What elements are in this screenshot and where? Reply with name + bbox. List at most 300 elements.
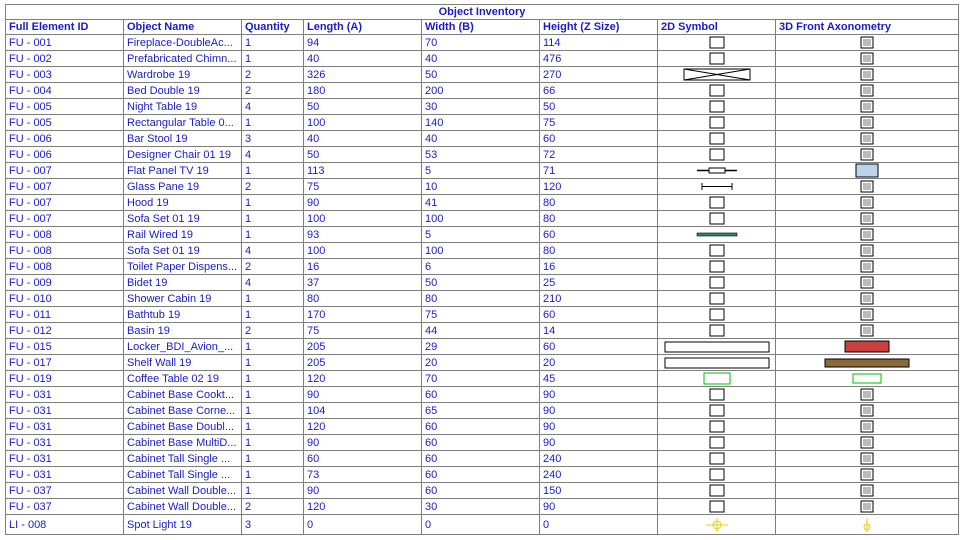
cell-width: 70: [422, 371, 540, 387]
column-header-3d-axonometry: 3D Front Axonometry: [776, 20, 959, 35]
basin-2d-icon: [700, 323, 734, 338]
cell-object-name: Designer Chair 01 19: [124, 147, 242, 163]
cell-object-name: Rail Wired 19: [124, 227, 242, 243]
cell-width: 80: [422, 291, 540, 307]
bidet-3d-icon: [850, 275, 884, 290]
table-row: [6, 355, 959, 371]
wall-cabinet-3d-icon: [850, 483, 884, 498]
cell-element-id: FU - 005: [6, 115, 124, 131]
cell-element-id: FU - 011: [6, 307, 124, 323]
cell-object-name: Fireplace-DoubleAc...: [124, 35, 242, 51]
cell-width: 6: [422, 259, 540, 275]
cell-3d-axonometry: [776, 227, 959, 243]
cell-length: 93: [304, 227, 422, 243]
cell-quantity: 1: [242, 419, 304, 435]
cell-2d-symbol: [658, 83, 776, 99]
cell-3d-axonometry: [776, 83, 959, 99]
cell-2d-symbol: [658, 371, 776, 387]
cell-length: 326: [304, 67, 422, 83]
tv-3d-icon: [850, 163, 884, 178]
cell-height: 150: [540, 483, 658, 499]
cell-2d-symbol: [658, 275, 776, 291]
cell-length: 90: [304, 483, 422, 499]
column-header-length: Length (A): [304, 20, 422, 35]
wall-cabinet-2d-icon: [700, 483, 734, 498]
table-row: [6, 339, 959, 355]
cell-object-name: Night Table 19: [124, 99, 242, 115]
cell-height: 90: [540, 419, 658, 435]
cell-2d-symbol: [658, 451, 776, 467]
cell-length: 50: [304, 99, 422, 115]
tv-2d-icon: [695, 163, 739, 178]
cell-object-name: Cabinet Base Cookt...: [124, 387, 242, 403]
cell-2d-symbol: [658, 163, 776, 179]
cell-height: 60: [540, 131, 658, 147]
cell-length: 94: [304, 35, 422, 51]
cell-quantity: 1: [242, 211, 304, 227]
cell-quantity: 1: [242, 403, 304, 419]
cell-quantity: 1: [242, 435, 304, 451]
shower-2d-icon: [700, 291, 734, 306]
cell-element-id: FU - 005: [6, 99, 124, 115]
cell-width: 5: [422, 227, 540, 243]
cell-height: 270: [540, 67, 658, 83]
column-header-quantity: Quantity: [242, 20, 304, 35]
cell-object-name: Sofa Set 01 19: [124, 211, 242, 227]
cell-element-id: FU - 015: [6, 339, 124, 355]
cell-height: 90: [540, 499, 658, 515]
cell-height: 16: [540, 259, 658, 275]
shelf-3d-icon: [823, 355, 911, 370]
cell-width: 53: [422, 147, 540, 163]
cell-width: 75: [422, 307, 540, 323]
cell-2d-symbol: [658, 227, 776, 243]
cell-height: 75: [540, 115, 658, 131]
cell-length: 80: [304, 291, 422, 307]
glass-pane-3d-icon: [850, 179, 884, 194]
glass-pane-2d-icon: [696, 179, 738, 194]
cell-2d-symbol: [658, 147, 776, 163]
cell-quantity: 1: [242, 195, 304, 211]
cell-element-id: FU - 007: [6, 195, 124, 211]
cell-element-id: FU - 004: [6, 83, 124, 99]
table-row: [6, 291, 959, 307]
cell-height: 90: [540, 387, 658, 403]
cell-3d-axonometry: [776, 259, 959, 275]
cell-width: 30: [422, 99, 540, 115]
cell-length: 90: [304, 387, 422, 403]
cell-quantity: 1: [242, 355, 304, 371]
cell-length: 40: [304, 131, 422, 147]
table-row: [6, 387, 959, 403]
table-row: [6, 67, 959, 83]
cell-object-name: Bar Stool 19: [124, 131, 242, 147]
cell-length: 205: [304, 339, 422, 355]
cell-3d-axonometry: [776, 419, 959, 435]
cell-2d-symbol: [658, 67, 776, 83]
wardrobe-3d-icon: [850, 67, 884, 82]
cell-element-id: FU - 007: [6, 211, 124, 227]
cell-element-id: FU - 037: [6, 483, 124, 499]
cell-quantity: 1: [242, 371, 304, 387]
cell-quantity: 4: [242, 243, 304, 259]
cell-width: 0: [422, 515, 540, 535]
table-row: [6, 275, 959, 291]
cell-width: 29: [422, 339, 540, 355]
cell-width: 65: [422, 403, 540, 419]
cell-element-id: FU - 009: [6, 275, 124, 291]
cell-quantity: 2: [242, 179, 304, 195]
cell-length: 75: [304, 179, 422, 195]
cell-object-name: Cabinet Wall Double...: [124, 483, 242, 499]
cell-quantity: 2: [242, 499, 304, 515]
cell-element-id: FU - 010: [6, 291, 124, 307]
table-row: [6, 131, 959, 147]
cell-2d-symbol: [658, 195, 776, 211]
table-title: Object Inventory: [6, 5, 959, 20]
cell-width: 60: [422, 451, 540, 467]
cell-3d-axonometry: [776, 179, 959, 195]
chimney-3d-icon: [850, 51, 884, 66]
cell-quantity: 1: [242, 291, 304, 307]
cell-height: 72: [540, 147, 658, 163]
cell-length: 100: [304, 211, 422, 227]
table-row: [6, 227, 959, 243]
cell-element-id: FU - 008: [6, 259, 124, 275]
table-row: [6, 371, 959, 387]
cell-height: 476: [540, 51, 658, 67]
cell-length: 75: [304, 323, 422, 339]
cabinet-tall-3d-icon: [850, 467, 884, 482]
object-inventory-sheet: [5, 4, 958, 535]
cell-width: 44: [422, 323, 540, 339]
cell-width: 20: [422, 355, 540, 371]
cell-length: 180: [304, 83, 422, 99]
cell-2d-symbol: [658, 115, 776, 131]
cell-2d-symbol: [658, 131, 776, 147]
table-row: [6, 307, 959, 323]
cell-2d-symbol: [658, 387, 776, 403]
cell-object-name: Bathtub 19: [124, 307, 242, 323]
cell-width: 40: [422, 51, 540, 67]
cell-quantity: 2: [242, 83, 304, 99]
cell-2d-symbol: [658, 403, 776, 419]
cell-element-id: FU - 031: [6, 419, 124, 435]
cell-height: 210: [540, 291, 658, 307]
cabinet-2d-icon: [700, 419, 734, 434]
coffee-table-2d-icon: [696, 371, 738, 386]
cell-height: 25: [540, 275, 658, 291]
shelf-2d-icon: [663, 355, 771, 370]
cabinet-2d-icon: [700, 387, 734, 402]
cell-2d-symbol: [658, 99, 776, 115]
cell-element-id: FU - 007: [6, 179, 124, 195]
chair-2d-icon: [700, 147, 734, 162]
cell-quantity: 1: [242, 387, 304, 403]
rail-2d-icon: [695, 227, 739, 242]
table-row: [6, 243, 959, 259]
cell-width: 100: [422, 211, 540, 227]
cell-object-name: Glass Pane 19: [124, 179, 242, 195]
chair-3d-icon: [850, 147, 884, 162]
cell-element-id: FU - 017: [6, 355, 124, 371]
bathtub-2d-icon: [700, 307, 734, 322]
cell-width: 60: [422, 435, 540, 451]
table-row: [6, 99, 959, 115]
cell-height: 114: [540, 35, 658, 51]
paper-dispenser-2d-icon: [700, 259, 734, 274]
cell-2d-symbol: [658, 51, 776, 67]
cell-2d-symbol: [658, 355, 776, 371]
cell-object-name: Rectangular Table 0...: [124, 115, 242, 131]
table-row: [6, 483, 959, 499]
cell-2d-symbol: [658, 179, 776, 195]
cabinet-2d-icon: [700, 435, 734, 450]
basin-3d-icon: [850, 323, 884, 338]
cell-length: 120: [304, 419, 422, 435]
cell-length: 40: [304, 51, 422, 67]
cell-width: 200: [422, 83, 540, 99]
cell-quantity: 1: [242, 467, 304, 483]
cell-2d-symbol: [658, 243, 776, 259]
cell-quantity: 1: [242, 483, 304, 499]
coffee-table-3d-icon: [849, 371, 885, 386]
cell-height: 60: [540, 339, 658, 355]
spot-light-3d-icon: [850, 517, 884, 532]
cell-object-name: Toilet Paper Dispens...: [124, 259, 242, 275]
cell-element-id: FU - 008: [6, 243, 124, 259]
cell-3d-axonometry: [776, 243, 959, 259]
cell-2d-symbol: [658, 323, 776, 339]
cell-quantity: 1: [242, 451, 304, 467]
cabinet-3d-icon: [850, 435, 884, 450]
cell-element-id: FU - 006: [6, 131, 124, 147]
cell-quantity: 2: [242, 323, 304, 339]
table-row: [6, 403, 959, 419]
cell-width: 60: [422, 483, 540, 499]
column-header-name: Object Name: [124, 20, 242, 35]
sofa-2d-icon: [700, 211, 734, 226]
cell-width: 5: [422, 163, 540, 179]
sofa-2d-icon: [700, 243, 734, 258]
cell-width: 10: [422, 179, 540, 195]
table-2d-icon: [700, 115, 734, 130]
cell-length: 16: [304, 259, 422, 275]
cell-3d-axonometry: [776, 387, 959, 403]
shower-3d-icon: [850, 291, 884, 306]
cell-3d-axonometry: [776, 291, 959, 307]
night-table-2d-icon: [700, 99, 734, 114]
cell-length: 100: [304, 243, 422, 259]
cell-height: 60: [540, 307, 658, 323]
cell-width: 50: [422, 275, 540, 291]
cabinet-3d-icon: [850, 387, 884, 402]
cell-length: 104: [304, 403, 422, 419]
table-row: [6, 179, 959, 195]
cell-element-id: FU - 006: [6, 147, 124, 163]
cell-object-name: Spot Light 19: [124, 515, 242, 535]
table-row: [6, 35, 959, 51]
cell-element-id: FU - 031: [6, 467, 124, 483]
cell-3d-axonometry: [776, 211, 959, 227]
cell-quantity: 4: [242, 99, 304, 115]
cell-height: 80: [540, 243, 658, 259]
cell-3d-axonometry: [776, 35, 959, 51]
cell-2d-symbol: [658, 307, 776, 323]
cell-height: 60: [540, 227, 658, 243]
cell-object-name: Wardrobe 19: [124, 67, 242, 83]
cell-3d-axonometry: [776, 51, 959, 67]
cell-length: 90: [304, 195, 422, 211]
cell-3d-axonometry: [776, 115, 959, 131]
cell-3d-axonometry: [776, 163, 959, 179]
table-row: [6, 323, 959, 339]
cell-height: 14: [540, 323, 658, 339]
cell-3d-axonometry: [776, 515, 959, 535]
cell-3d-axonometry: [776, 67, 959, 83]
cabinet-tall-3d-icon: [850, 451, 884, 466]
cabinet-2d-icon: [700, 403, 734, 418]
cell-quantity: 2: [242, 259, 304, 275]
cabinet-tall-2d-icon: [700, 451, 734, 466]
cell-3d-axonometry: [776, 355, 959, 371]
cell-2d-symbol: [658, 35, 776, 51]
table-row: [6, 83, 959, 99]
bed-3d-icon: [850, 83, 884, 98]
cell-height: 90: [540, 403, 658, 419]
cell-width: 41: [422, 195, 540, 211]
cell-length: 50: [304, 147, 422, 163]
sofa-3d-icon: [850, 243, 884, 258]
cell-object-name: Cabinet Wall Double...: [124, 499, 242, 515]
cell-width: 60: [422, 419, 540, 435]
cell-2d-symbol: [658, 211, 776, 227]
table-row: [6, 51, 959, 67]
table-row: [6, 147, 959, 163]
cell-quantity: 1: [242, 339, 304, 355]
cell-quantity: 2: [242, 67, 304, 83]
cell-object-name: Flat Panel TV 19: [124, 163, 242, 179]
locker-2d-icon: [663, 339, 771, 354]
cell-width: 60: [422, 467, 540, 483]
cell-object-name: Hood 19: [124, 195, 242, 211]
cell-length: 0: [304, 515, 422, 535]
cell-3d-axonometry: [776, 323, 959, 339]
cell-object-name: Bidet 19: [124, 275, 242, 291]
cell-length: 90: [304, 435, 422, 451]
cell-width: 140: [422, 115, 540, 131]
cell-3d-axonometry: [776, 195, 959, 211]
cabinet-3d-icon: [850, 403, 884, 418]
cell-3d-axonometry: [776, 99, 959, 115]
cell-2d-symbol: [658, 483, 776, 499]
cell-element-id: FU - 012: [6, 323, 124, 339]
cell-2d-symbol: [658, 339, 776, 355]
cell-quantity: 1: [242, 163, 304, 179]
table-3d-icon: [850, 115, 884, 130]
hood-3d-icon: [850, 195, 884, 210]
table-row: [6, 451, 959, 467]
cell-length: 205: [304, 355, 422, 371]
cell-object-name: Cabinet Base Corne...: [124, 403, 242, 419]
cell-height: 20: [540, 355, 658, 371]
cell-quantity: 3: [242, 515, 304, 535]
cell-3d-axonometry: [776, 483, 959, 499]
column-header-width: Width (B): [422, 20, 540, 35]
cell-length: 120: [304, 371, 422, 387]
bathtub-3d-icon: [850, 307, 884, 322]
table-row: [6, 467, 959, 483]
cell-element-id: FU - 019: [6, 371, 124, 387]
cell-object-name: Bed Double 19: [124, 83, 242, 99]
cell-element-id: FU - 003: [6, 67, 124, 83]
cell-3d-axonometry: [776, 467, 959, 483]
cell-height: 240: [540, 467, 658, 483]
night-table-3d-icon: [850, 99, 884, 114]
cell-width: 50: [422, 67, 540, 83]
cell-element-id: FU - 037: [6, 499, 124, 515]
cell-quantity: 1: [242, 51, 304, 67]
column-header-id: Full Element ID: [6, 20, 124, 35]
cell-height: 120: [540, 179, 658, 195]
cell-element-id: FU - 001: [6, 35, 124, 51]
paper-dispenser-3d-icon: [850, 259, 884, 274]
cell-height: 66: [540, 83, 658, 99]
cell-height: 0: [540, 515, 658, 535]
cell-object-name: Cabinet Base Doubl...: [124, 419, 242, 435]
cell-object-name: Cabinet Tall Single ...: [124, 451, 242, 467]
cell-element-id: FU - 031: [6, 387, 124, 403]
cell-object-name: Shelf Wall 19: [124, 355, 242, 371]
bidet-2d-icon: [700, 275, 734, 290]
cell-3d-axonometry: [776, 403, 959, 419]
column-header-2d-symbol: 2D Symbol: [658, 20, 776, 35]
rail-3d-icon: [850, 227, 884, 242]
inventory-table: [5, 4, 959, 535]
cell-3d-axonometry: [776, 275, 959, 291]
cell-quantity: 3: [242, 131, 304, 147]
cell-element-id: FU - 008: [6, 227, 124, 243]
cell-quantity: 1: [242, 227, 304, 243]
cell-quantity: 1: [242, 35, 304, 51]
cell-3d-axonometry: [776, 147, 959, 163]
chimney-2d-icon: [700, 51, 734, 66]
cell-height: 50: [540, 99, 658, 115]
cell-length: 100: [304, 115, 422, 131]
cabinet-3d-icon: [850, 419, 884, 434]
cell-element-id: FU - 031: [6, 403, 124, 419]
cell-length: 170: [304, 307, 422, 323]
bar-stool-2d-icon: [700, 131, 734, 146]
cabinet-tall-2d-icon: [700, 467, 734, 482]
fireplace-3d-icon: [850, 35, 884, 50]
table-row: [6, 499, 959, 515]
table-row: [6, 163, 959, 179]
cell-object-name: Basin 19: [124, 323, 242, 339]
bed-2d-icon: [700, 83, 734, 98]
spot-light-2d-icon: [700, 517, 734, 532]
cell-length: 37: [304, 275, 422, 291]
table-row: [6, 259, 959, 275]
cell-height: 80: [540, 211, 658, 227]
cell-width: 40: [422, 131, 540, 147]
cell-width: 100: [422, 243, 540, 259]
cell-2d-symbol: [658, 291, 776, 307]
cell-element-id: FU - 002: [6, 51, 124, 67]
wardrobe-2d-icon: [683, 67, 751, 82]
wall-cabinet-2d-icon: [700, 499, 734, 514]
cell-quantity: 1: [242, 307, 304, 323]
